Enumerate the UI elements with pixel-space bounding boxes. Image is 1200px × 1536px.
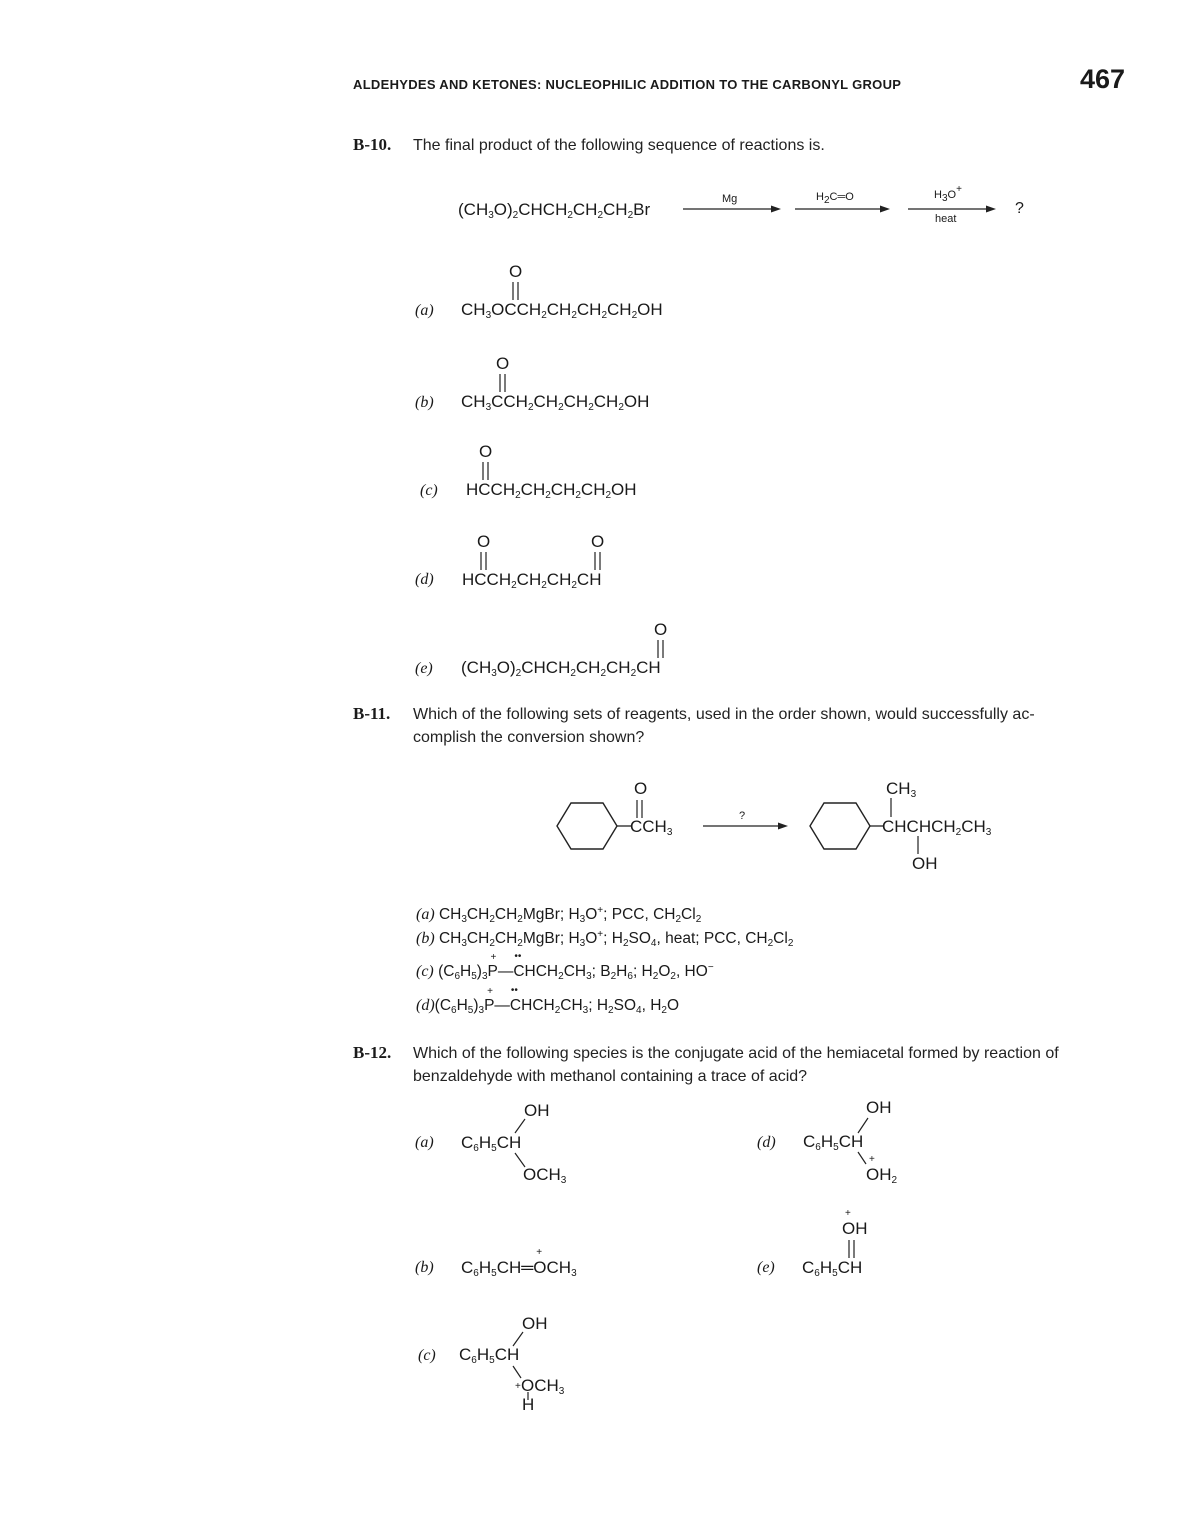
proton-h: H — [522, 1395, 535, 1414]
question-number-b11: B-11. — [353, 704, 391, 723]
phenyl-ch: $C_6H_5CH$ — [461, 1133, 522, 1154]
protonated-methoxy: + $OCH_3$ — [515, 1376, 565, 1397]
reagent-set-d: $(d)(C_6H_5)_3P$ + —C •• $HCH_2CH_3$; $H_2SO_4$, $H_2O$ — [416, 985, 680, 1016]
methoxy-group: $OCH_3$ — [523, 1165, 567, 1186]
ketone-acetyl-group: $CCH_3$ — [630, 817, 673, 838]
formula-option-a: $CH_3OCCH_2CH_2CH_2CH_2OH$ — [461, 300, 663, 321]
option-label-e: (e) — [757, 1259, 775, 1276]
methyl-branch: $CH_3$ — [886, 779, 917, 800]
option-label-a: (a) — [415, 1134, 434, 1151]
option-label-d: (d) — [757, 1134, 776, 1151]
page-number: 467 — [1080, 64, 1126, 94]
carbonyl-oxygen: O — [479, 442, 493, 461]
reagent-hydronium: $H_3O^+$ — [934, 184, 962, 204]
reagent-formaldehyde: $H_2C═O$ — [816, 191, 854, 206]
protonated-carbonyl: O + H — [842, 1208, 868, 1238]
formula-option-b: $CH_3CCH_2CH_2CH_2CH_2OH$ — [461, 392, 650, 413]
oxonium-water-group: O + $H_2$ — [866, 1154, 898, 1186]
carbonyl-oxygen: O — [477, 532, 491, 551]
carbonyl-oxygen: O — [509, 262, 523, 281]
product-chain: $CHCHCH_2CH_3$ — [882, 817, 992, 838]
carbonyl-oxygen: O — [591, 532, 605, 551]
option-label-d: (d) — [415, 571, 434, 588]
formula-option-e: $(CH_3O)_2CHCH_2CH_2CH_2CH$ — [461, 658, 661, 679]
formula-option-c: $HCCH_2CH_2CH_2CH_2OH$ — [466, 480, 637, 501]
option-label-b: (b) — [415, 1259, 434, 1276]
phenyl-ch: $C_6H_5CH$ — [459, 1345, 520, 1366]
carbonyl-oxygen: O — [634, 779, 648, 798]
reagent-heat: heat — [935, 213, 957, 225]
reagent-set-c: (c) $(C_6H_5)_3P$ + —C •• $HCH_2CH_3$; $B_2H_6$; $H_2O_2$, HO− — [416, 951, 714, 982]
phenyl-ch: $C_6H_5CH$ — [803, 1132, 864, 1153]
question-number-b10: B-10. — [353, 135, 392, 154]
formula-option-d: $HCCH_2CH_2CH_2CH$ — [462, 570, 602, 591]
arrow-label-unknown: ? — [739, 810, 746, 822]
option-label-b: (b) — [415, 394, 434, 411]
hydroxyl-group: OH — [522, 1314, 548, 1333]
question-text-b11-line1: Which of the following sets of reagents, used in the order shown, would successfully ac- — [413, 706, 1035, 723]
carbonyl-oxygen: O — [496, 354, 510, 373]
reagent-set-a: (a) $CH_3CH_2CH_2MgBr$; $H_3O^+$; PCC, $CH_2Cl_2$ — [416, 905, 702, 925]
unknown-product: ? — [1015, 200, 1024, 217]
option-label-c: (c) — [418, 1347, 436, 1364]
running-head: ALDEHYDES AND KETONES: NUCLEOPHILIC ADDITION TO THE CARBONYL GROUP — [353, 77, 902, 92]
hydroxyl-group: OH — [866, 1098, 892, 1117]
phenyl-ch: $C_6H_5CH$ — [802, 1258, 863, 1279]
question-text-b12-line1: Which of the following species is the conjugate acid of the hemiacetal formed by reaction of — [413, 1045, 1059, 1062]
question-text-b11-line2: complish the conversion shown? — [413, 729, 645, 746]
reagent-mg: Mg — [722, 193, 738, 205]
option-label-a: (a) — [415, 302, 434, 319]
question-text-b12-line2: benzaldehyde with methanol containing a trace of acid? — [413, 1068, 808, 1085]
reagent-set-b: (b) $CH_3CH_2CH_2MgBr$; $H_3O^+$; $H_2SO_4$, heat; PCC, $CH_2Cl_2$ — [416, 929, 794, 949]
carbonyl-oxygen: O — [654, 620, 668, 639]
hydroxyl-group: OH — [912, 854, 938, 873]
question-text-b10: The final product of the following sequence of reactions is. — [413, 137, 825, 154]
hydroxyl-group: OH — [524, 1101, 550, 1120]
starting-material: $(CH_3O)_2CHCH_2CH_2CH_2Br$ — [458, 200, 651, 221]
option-label-e: (e) — [415, 660, 433, 677]
option-label-c: (c) — [420, 482, 438, 499]
question-number-b12: B-12. — [353, 1043, 392, 1062]
oxocarbenium-ion: $C_6H_5CH═O$ + $CH_3$ — [461, 1247, 577, 1279]
